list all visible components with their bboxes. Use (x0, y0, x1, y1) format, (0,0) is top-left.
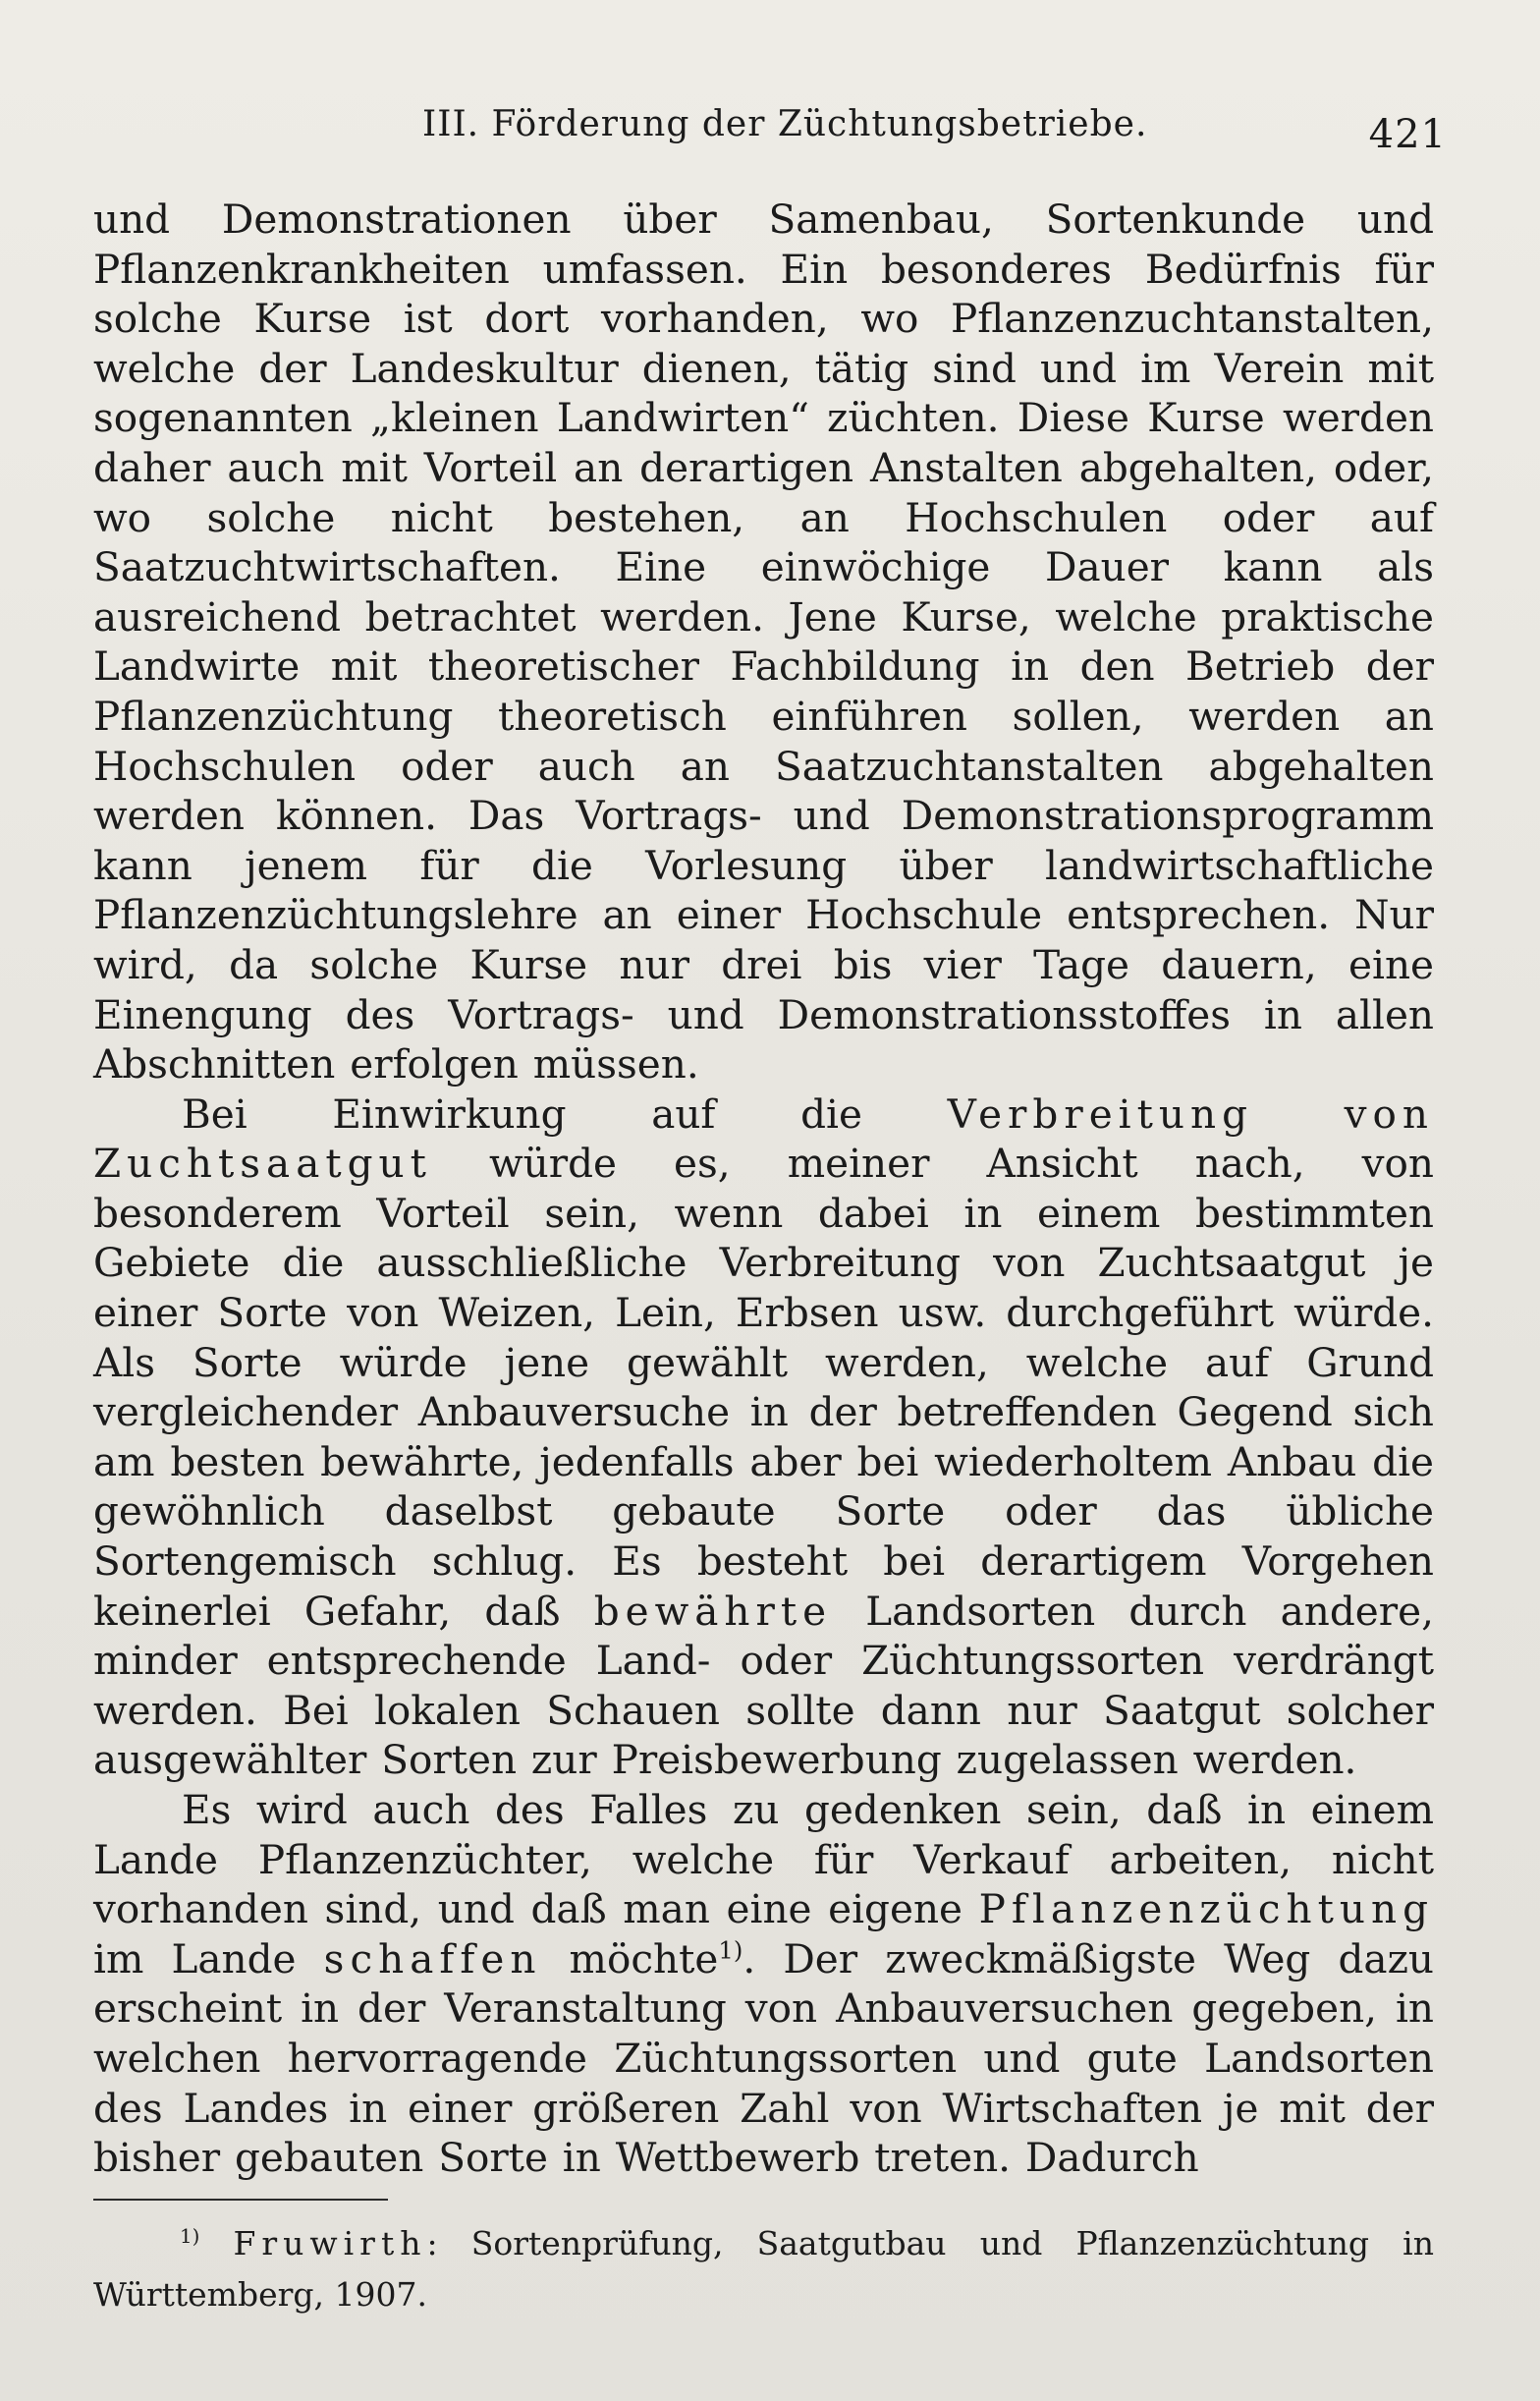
text-segment: Landsorten durch andere, minder entsprechende Land- oder Züchtungssorten verdrängt werden. Bei lokalen Schauen sollte dann nur Saatgut solcher ausgewählter Sorten zur Preisbewerbung zugelassen werden. (93, 1587, 1434, 1784)
paragraph (93, 1089, 1434, 1785)
text-segment: Es wird auch des Falles zu gedenken sein, daß in einem Lande Pflanzenzüchter, welche für Verkauf arbeiten, nicht vorhanden sind, und daß man eine eigene (93, 1786, 1434, 1933)
chapter-title: III. Förderung der Züchtungsbetriebe. (422, 104, 1148, 144)
footnote-author: Fruwirth (233, 2224, 427, 2262)
footnote-text: : Sortenprüfung, Saatgutbau und Pflanzenzüchtung in Württemberg, 1907. (93, 2224, 1434, 2314)
text-segment: . Der zweckmäßigste Weg dazu erscheint in der Veranstaltung von Anbauversuchen gegeben, in welchen hervorragende Züchtungssorten und gute Landsorten des Landes in einer größeren Zahl von Wirtschaften je mit der bisher gebauten Sorte in Wettbewerb treten. Dadurch (93, 1934, 1434, 2182)
paragraph (93, 1785, 1434, 2183)
text-segment: würde es, meiner Ansicht nach, von besonderem Vorteil sein, wenn dabei in einem bestimmten Gebiete die ausschließliche Verbreitung von Zuchtsaatgut je einer Sorte von Weizen, Lein, Erbsen usw. durchgeführt würde. Als Sorte würde jene gewählt werden, welche auf Grund vergleichender Anbauversuche in der betreffenden Gegend sich am besten bewährte, jedenfalls aber bei wiederholtem Anbau die gewöhnlich daselbst gebaute Sorte oder das übliche Sortengemisch schlug. Es besteht bei derartigem Vorgehen keinerlei Gefahr, daß (93, 1140, 1434, 1635)
footnote-reference: 1) (718, 1935, 743, 1965)
text-segment: im Lande (93, 1934, 324, 1982)
emphasized-text: Verbreitung von Zuchtsaatgut (93, 1089, 1434, 1188)
body-text (93, 195, 1434, 2183)
page-number: 421 (1368, 112, 1447, 157)
text-segment: möchte (541, 1934, 719, 1982)
emphasized-text: schaffen (323, 1934, 542, 1982)
footnote (93, 2218, 1434, 2320)
footnote-marker: 1) (180, 2225, 200, 2248)
text-segment: und Demonstrationen über Samenbau, Sortenkunde und Pflanzenkrankheiten umfassen. Ein besonderes Bedürfnis für solche Kurse ist dort vorhanden, wo Pflanzenzuchtanstalten, welche der Landeskultur dienen, tätig sind und im Verein mit sogenannten „kleinen Landwirten“ züchten. Diese Kurse werden daher auch mit Vorteil an derartigen Anstalten abgehalten, oder, wo solche nicht bestehen, an Hochschulen oder auf Saatzuchtwirtschaften. Eine einwöchige Dauer kann als ausreichend betrachtet werden. Jene Kurse, welche praktische Landwirte mit theoretischer Fachbildung in den Betrieb der Pflanzenzüchtung theoretisch einführen sollen, werden an Hochschulen oder auch an Saatzuchtanstalten abgehalten werden können. Das Vortrags- und Demonstrationsprogramm kann jenem für die Vorlesung über landwirtschaftliche Pflanzenzüchtungslehre an einer Hochschule entsprechen. Nur wird, da solche Kurse nur drei bis vier Tage dauern, eine Einengung des Vortrags- und Demonstrationsstoffes in allen Abschnitten erfolgen müssen. (93, 195, 1434, 1089)
paragraph (93, 195, 1434, 1089)
emphasized-text: Pflanzenzüchtung (978, 1885, 1434, 1933)
text-segment: Bei Einwirkung auf die (182, 1089, 948, 1138)
emphasized-text: bewährte (593, 1587, 833, 1635)
running-head (93, 90, 1447, 157)
footnote-rule (93, 2199, 388, 2201)
